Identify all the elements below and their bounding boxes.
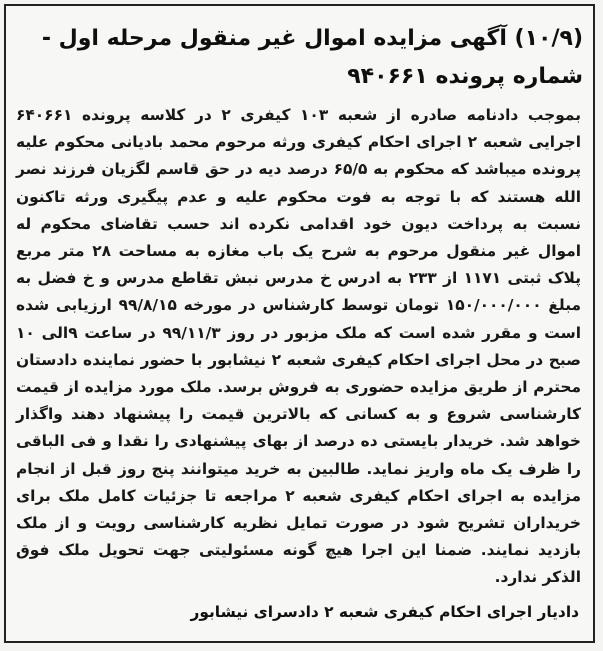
notice-body: بموجب دادنامه صادره از شعبه ۱۰۳ کیفری ۲ در کلاسه پرونده ۶۴۰۶۶۱ اجرایی شعبه ۲ اجرای احکام کیفری ورثه مرحوم محمد بادیانی محکوم علیه پرونده میباشد که محکوم به ۶۵/۵ درصد دیه در حق قاسم لگزیان فرزند نصر الله هستند که با توجه به فوت محکوم علیه و عدم پیگیری ورثه تاکنون نسبت به پرداخت دیون خود اقدامی نکرده اند حسب تقاضای محکوم له اموال غیر منقول مرحوم به شرح یک باب مغازه به مساحت ۲۸ متر مربع پلاک ثبتی ۱۱۷۱ از ۲۳۳ به ادرس خ مدرس نبش تقاطع مدرس و خ فضل به مبلغ ۱۵۰/۰۰۰/۰۰۰ تومان توسط کارشناس در مورخه ۹۹/۸/۱۵ ارزیابی شده است و مقرر شده است که ملک مزبور در روز ۹۹/۱۱/۳ در ساعت ۹الی ۱۰ صبح در محل اجرای احکام کیفری شعبه ۲ نیشابور با حضور نماینده دادستان محترم از طریق مزایده حضوری به فروش برسد. ملک مورد مزایده از قیمت کارشناسی شروع و به کسانی که بالاترین قیمت را پیشنهاد دهند واگذار خواهد شد. خریدار بایستی ده درصد از بهای پیشنهادی را نقدا و فی الباقی را ظرف یک ماه واریز نماید. طالبین به خرید میتوانند پنج روز قبل از انجام مزایده به اجرای احکام کیفری شعبه ۲ مراجعه تا جزئیات کامل ملک برای خریداران تشریح شود در صورت تمایل نظریه کارشناسی رویت و از ملک بازدید نمایند. ضمنا این اجرا هیچ گونه مسئولیتی جهت تحویل ملک فوق الذکر ندارد. (16, 106, 582, 587)
notice-signature: دادیار اجرای احکام کیفری شعبه ۲ دادسرای نیشابور (190, 603, 579, 621)
auction-notice (4, 4, 595, 643)
notice-title: (۱۰/۹) آگهی مزایده اموال غیر منقول مرحله اول - شماره پرونده ۹۴۰۶۶۱ (41, 26, 583, 89)
